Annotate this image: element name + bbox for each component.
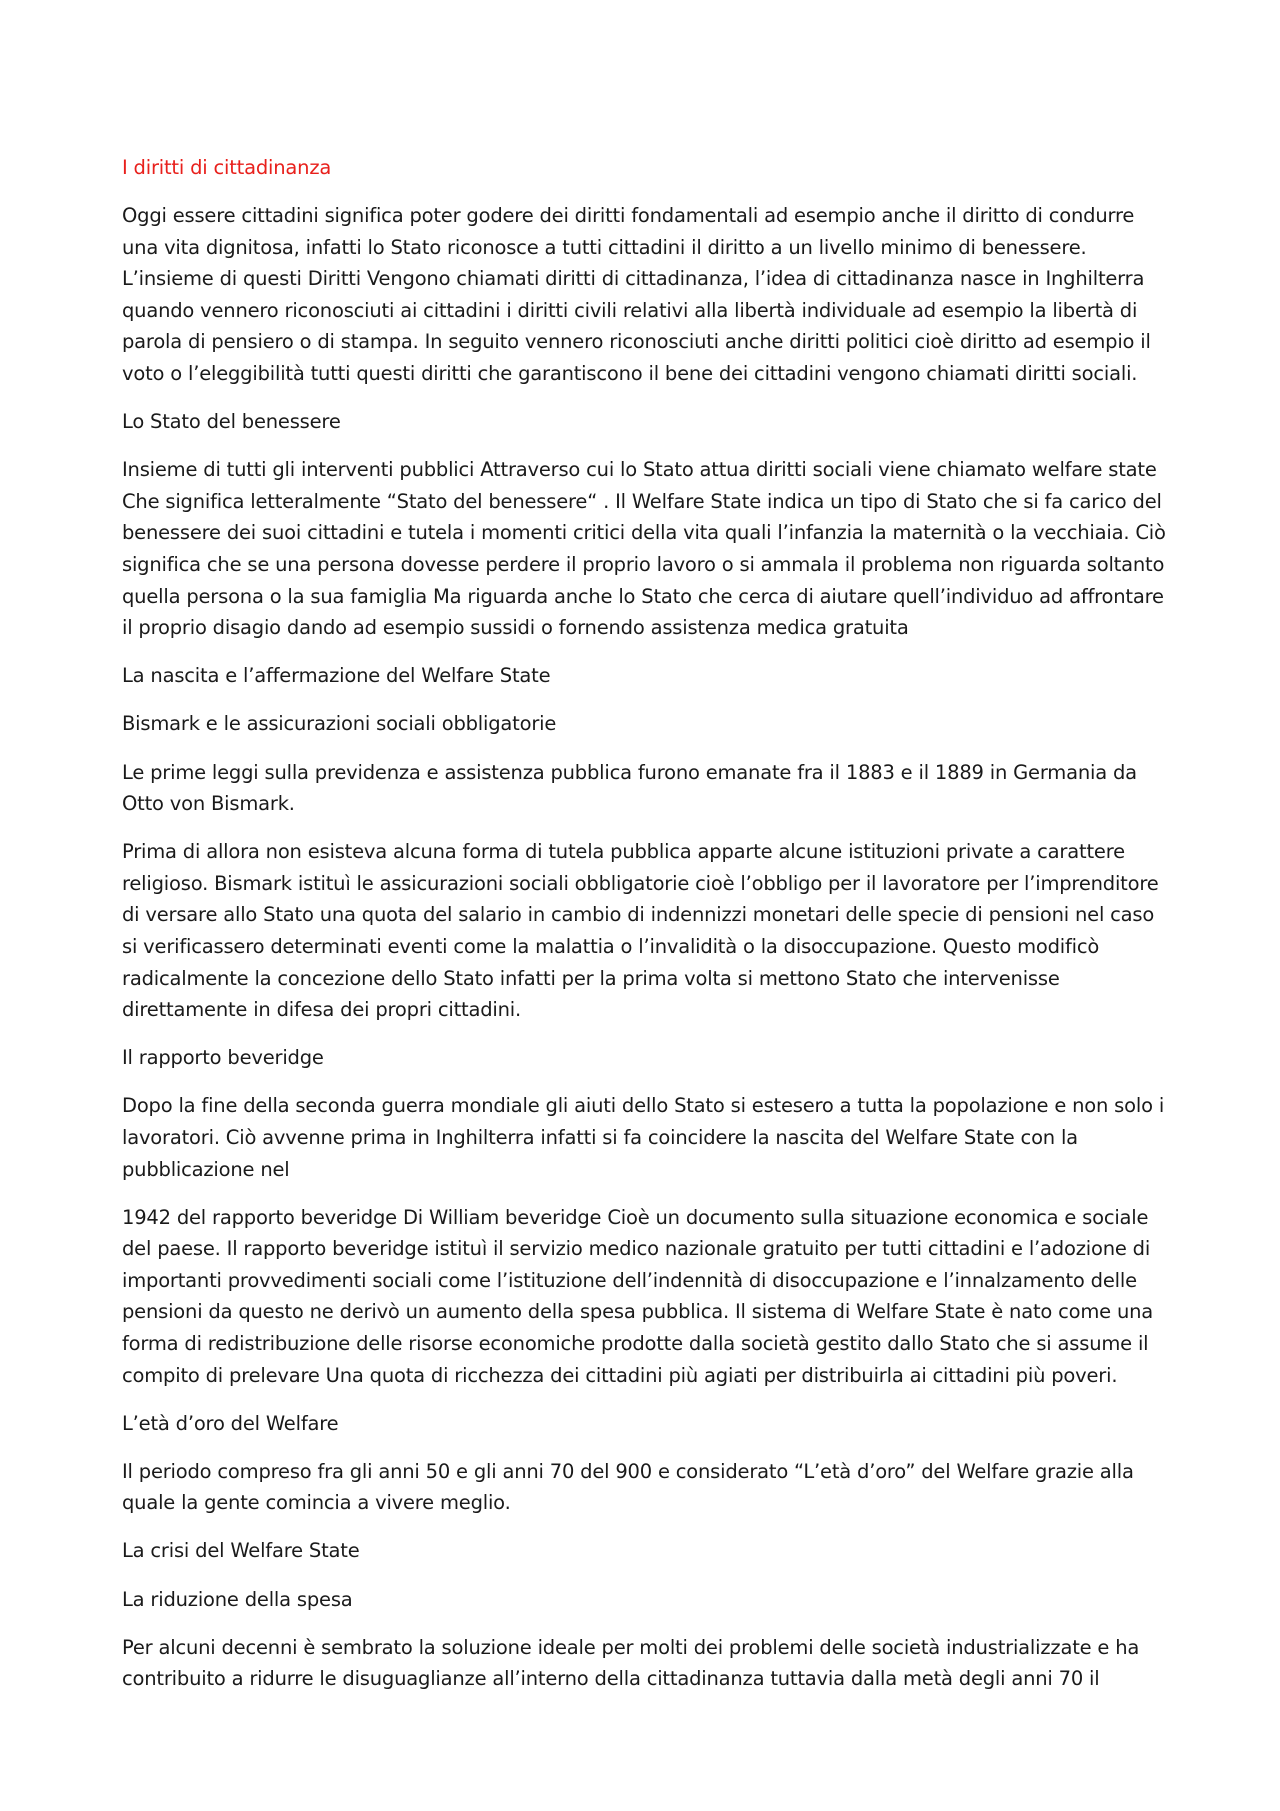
document-title: I diritti di cittadinanza [122,156,332,179]
paragraph-dopoguerra: Dopo la fine della seconda guerra mondiale gli aiuti dello Stato si estesero a tutta la popolazione e non solo i lavoratori. Ciò avvenne prima in Inghilterra infatti si fa coincidere la nascita del Welfare State con la pubblicazione nel [122,1094,1165,1181]
paragraph-beveridge-1942: 1942 del rapporto beveridge Di William beveridge Cioè un documento sulla situazione economica e sociale del paese. Il rapporto beveridge istituì il servizio medico nazionale gratuito per tutti cittadini e l’adozione di importanti provvedimenti sociali come l’istituzione dell’indennità di disoccupazione e l’innalzamento delle pensioni da questo ne derivò un aumento della spesa pubblica. Il sistema di Welfare State è nato come una forma di redistribuzione delle risorse economiche prodotte dalla società gestito dallo Stato che si assume il compito di prelevare Una quota di ricchezza dei cittadini più agiati per distribuirla ai cittadini più poveri. [122,1205,1154,1387]
paragraph-cittadinanza-intro: Oggi essere cittadini significa poter godere dei diritti fondamentali ad esempio anche il diritto di condurre una vita dignitosa, infatti lo Stato riconosce a tutti cittadini il diritto a un livello minimo di benessere. L’insieme di questi Diritti Vengono chiamati diritti di cittadinanza, l’idea di cittadinanza nasce in Inghilterra quando vennero riconosciuti ai cittadini i diritti civili relativi alla libertà individuale ad esempio la libertà di parola di pensiero o di stampa. In seguito vennero riconosciuti anche diritti politici cioè diritto ad esempio il voto o l’eleggibilità tutti questi diritti che garantiscono il bene dei cittadini vengono chiamati diritti sociali. [122,204,1151,386]
heading-stato-benessere: Lo Stato del benessere [122,410,341,434]
heading-eta-oro: L’età d’oro del Welfare [122,1411,339,1435]
paragraph-assicurazioni: Prima di allora non esisteva alcuna forma di tutela pubblica apparte alcune istituzioni private a carattere religioso. Bismark istituì le assicurazioni sociali obbligatorie cioè l’obbligo per il lavoratore per l’imprenditore di versare allo Stato una quota del salario in cambio di indennizzi monetari delle specie di pensioni nel caso si verificassero determinati eventi come la malattia o l’invalidità o la disoccupazione. Questo modificò radicalmente la concezione dello Stato infatti per la prima volta si mettono Stato che intervenisse direttamente in difesa dei propri cittadini. [122,840,1159,1022]
document-body [122,152,1167,1711]
heading-crisi-welfare: La crisi del Welfare State [122,1539,360,1563]
heading-riduzione-spesa: La riduzione della spesa [122,1587,353,1611]
paragraph-eta-oro: Il periodo compreso fra gli anni 50 e gli anni 70 del 900 e considerato “L’età d’oro” del Welfare grazie alla quale la gente comincia a vivere meglio. [122,1459,1134,1515]
paragraph-welfare-state: Insieme di tutti gli interventi pubblici Attraverso cui lo Stato attua diritti sociali viene chiamato welfare state Che significa letteralmente “Stato del benessere“ . Il Welfare State indica un tipo di Stato che si fa carico del benessere dei suoi cittadini e tutela i momenti critici della vita quali l’infanzia la maternità o la vecchiaia. Ciò significa che se una persona dovesse perdere il proprio lavoro o si ammala il problema non riguarda soltanto quella persona o la sua famiglia Ma riguarda anche lo Stato che cerca di aiutare quell’individuo ad affrontare il proprio disagio dando ad esempio sussidi o fornendo assistenza medica gratuita [122,458,1166,640]
paragraph-prime-leggi: Le prime leggi sulla previdenza e assistenza pubblica furono emanate fra il 1883 e il 1889 in Germania da Otto von Bismark. [122,760,1137,816]
heading-nascita-welfare: La nascita e l’affermazione del Welfare State [122,664,551,688]
heading-rapporto-beveridge: Il rapporto beveridge [122,1046,324,1070]
paragraph-decenni: Per alcuni decenni è sembrato la soluzione ideale per molti dei problemi delle società industrializzate e ha contribuito a ridurre le disuguaglianze all’interno della cittadinanza tuttavia dalla metà degli anni 70 il [122,1635,1140,1691]
heading-bismark: Bismark e le assicurazioni sociali obbligatorie [122,712,557,736]
